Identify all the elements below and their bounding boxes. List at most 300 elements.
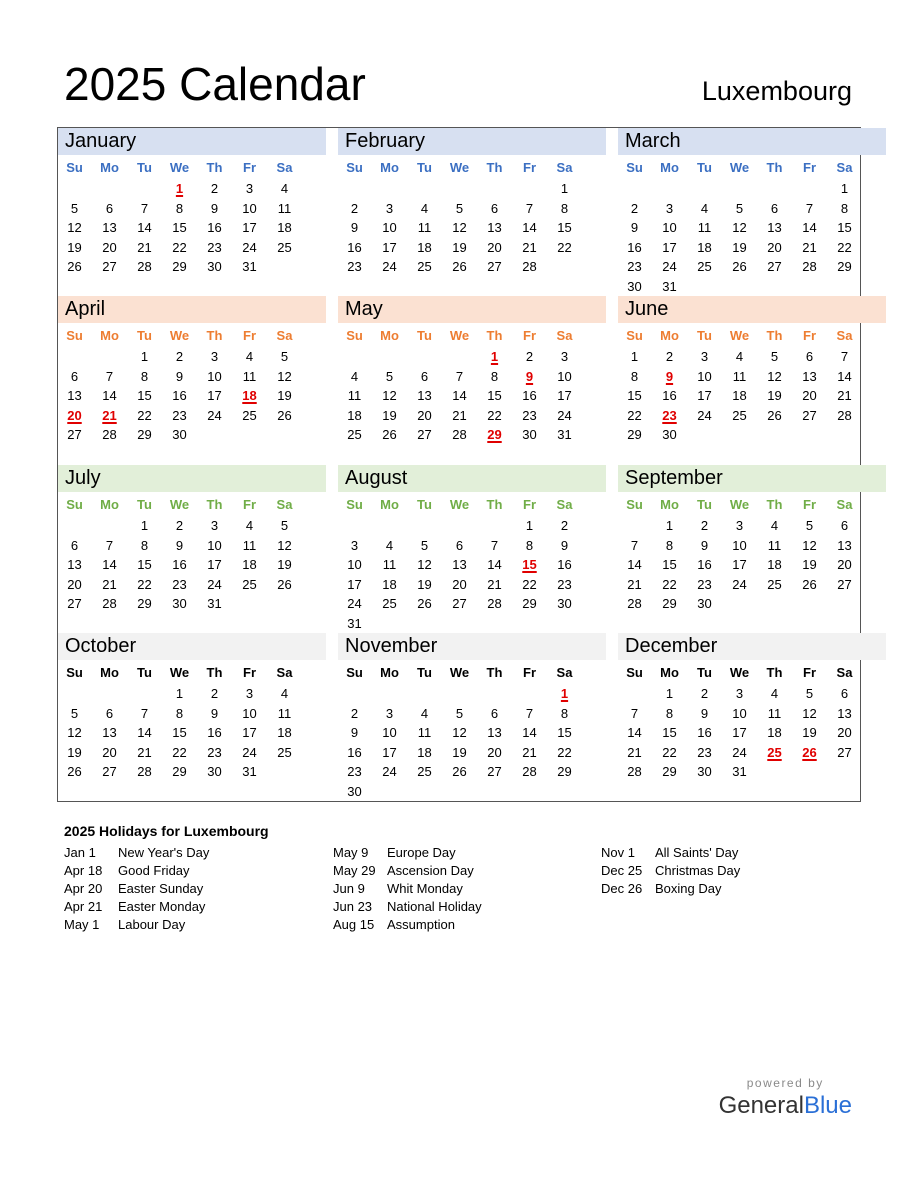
day-cell: 5 bbox=[280, 349, 289, 364]
day-cell: 13 bbox=[452, 557, 467, 572]
day-cell: 21 bbox=[802, 239, 817, 255]
day-cell: 25 bbox=[417, 764, 432, 779]
powered-by-label: powered by bbox=[746, 1076, 824, 1090]
holiday-date: Jun 23 bbox=[333, 899, 373, 914]
day-cell: 22 bbox=[662, 744, 677, 760]
weekday-label: Mo bbox=[100, 665, 119, 680]
holiday-name: New Year's Day bbox=[118, 845, 210, 860]
month-january bbox=[58, 128, 326, 296]
day-cell: 28 bbox=[137, 764, 152, 779]
holiday-name: Good Friday bbox=[118, 863, 190, 878]
day-cell: 9 bbox=[175, 368, 184, 384]
day-cell: 14 bbox=[102, 557, 117, 572]
day-cell: 15 bbox=[662, 725, 677, 740]
weekday-label: Su bbox=[66, 328, 83, 343]
day-cell: 5 bbox=[455, 200, 464, 216]
day-cell: 1 bbox=[665, 518, 674, 533]
day-cell: 22 bbox=[627, 407, 642, 423]
day-cell: 7 bbox=[630, 537, 639, 553]
brand-logo bbox=[719, 1075, 852, 1121]
day-cell: 19 bbox=[67, 744, 82, 760]
weekday-label: Th bbox=[206, 497, 223, 512]
month-name: May bbox=[338, 296, 606, 323]
holiday-date: Nov 1 bbox=[601, 845, 635, 860]
day-cell: 10 bbox=[732, 705, 747, 721]
day-cell: 9 bbox=[630, 220, 639, 235]
day-cell: 21 bbox=[627, 576, 642, 592]
day-cell: 11 bbox=[277, 200, 292, 216]
day-cell: 20 bbox=[487, 239, 502, 255]
day-cell: 27 bbox=[837, 576, 852, 592]
day-cell: 19 bbox=[417, 576, 432, 592]
day-cell: 22 bbox=[522, 576, 537, 592]
day-cell: 4 bbox=[770, 686, 779, 701]
day-cell: 18 bbox=[732, 388, 747, 403]
day-cell: 12 bbox=[452, 220, 467, 235]
holiday-day: 1 bbox=[490, 349, 499, 364]
day-cell: 26 bbox=[802, 576, 817, 592]
weekday-label: Fr bbox=[803, 497, 816, 512]
weekday-label: Fr bbox=[243, 665, 256, 680]
day-cell: 27 bbox=[67, 427, 82, 442]
month-november bbox=[338, 633, 606, 801]
day-cell: 31 bbox=[242, 259, 257, 274]
day-cell: 5 bbox=[805, 518, 814, 533]
weekday-label: We bbox=[449, 160, 470, 175]
day-cell: 3 bbox=[210, 349, 219, 364]
day-cell: 10 bbox=[382, 725, 397, 740]
day-cell: 5 bbox=[70, 200, 79, 216]
day-cell: 20 bbox=[767, 239, 782, 255]
day-cell: 6 bbox=[70, 368, 79, 384]
day-cell: 23 bbox=[557, 576, 572, 592]
day-cell: 11 bbox=[732, 368, 747, 384]
day-cell: 15 bbox=[137, 388, 152, 403]
weekday-label: We bbox=[449, 328, 470, 343]
day-cell: 7 bbox=[140, 200, 149, 216]
weekday-label: Fr bbox=[803, 160, 816, 175]
holiday-day: 26 bbox=[802, 744, 817, 760]
month-name: April bbox=[58, 296, 326, 323]
day-cell: 27 bbox=[487, 259, 502, 274]
day-cell: 28 bbox=[627, 764, 642, 779]
day-cell: 22 bbox=[137, 407, 152, 423]
day-cell: 19 bbox=[67, 239, 82, 255]
day-cell: 12 bbox=[417, 557, 432, 572]
weekday-label: We bbox=[729, 497, 750, 512]
weekday-label: Su bbox=[626, 497, 643, 512]
holiday-date: Dec 25 bbox=[601, 863, 643, 878]
day-cell: 20 bbox=[417, 407, 432, 423]
day-cell: 6 bbox=[770, 200, 779, 216]
weekday-label: Fr bbox=[803, 328, 816, 343]
day-cell: 5 bbox=[805, 686, 814, 701]
holiday-day: 21 bbox=[102, 407, 117, 423]
weekday-label: Tu bbox=[137, 328, 152, 343]
day-cell: 7 bbox=[455, 368, 464, 384]
month-september bbox=[618, 465, 886, 633]
day-cell: 21 bbox=[137, 239, 152, 255]
day-cell: 14 bbox=[837, 368, 852, 384]
day-cell: 26 bbox=[452, 259, 467, 274]
day-cell: 31 bbox=[242, 764, 257, 779]
day-cell: 17 bbox=[382, 744, 397, 760]
day-cell: 4 bbox=[280, 686, 289, 701]
day-cell: 24 bbox=[347, 596, 362, 611]
weekday-label: Sa bbox=[276, 160, 293, 175]
day-cell: 13 bbox=[487, 725, 502, 740]
day-cell: 20 bbox=[802, 388, 817, 403]
holiday-date: Jan 1 bbox=[64, 845, 96, 860]
weekday-label: We bbox=[729, 665, 750, 680]
holiday-day: 23 bbox=[662, 407, 677, 423]
day-cell: 14 bbox=[137, 725, 152, 740]
day-cell: 12 bbox=[277, 368, 292, 384]
day-cell: 29 bbox=[172, 764, 187, 779]
day-cell: 14 bbox=[802, 220, 817, 235]
day-cell: 2 bbox=[665, 349, 674, 364]
day-cell: 25 bbox=[767, 576, 782, 592]
month-july bbox=[58, 465, 326, 633]
weekday-label: Sa bbox=[556, 328, 573, 343]
day-cell: 4 bbox=[700, 200, 709, 216]
day-cell: 21 bbox=[627, 744, 642, 760]
day-cell: 31 bbox=[732, 764, 747, 779]
day-cell: 24 bbox=[242, 744, 257, 760]
month-june bbox=[618, 296, 886, 464]
day-cell: 8 bbox=[560, 200, 569, 216]
day-cell: 9 bbox=[700, 537, 709, 553]
day-cell: 8 bbox=[665, 537, 674, 553]
day-cell: 30 bbox=[627, 278, 642, 294]
day-cell: 25 bbox=[347, 427, 362, 442]
holiday-day: 29 bbox=[487, 427, 502, 442]
day-cell: 7 bbox=[805, 200, 814, 216]
day-cell: 3 bbox=[350, 537, 359, 553]
day-cell: 20 bbox=[837, 725, 852, 740]
day-cell: 18 bbox=[767, 725, 782, 740]
day-cell: 11 bbox=[242, 368, 257, 384]
day-cell: 26 bbox=[732, 259, 747, 274]
day-cell: 20 bbox=[487, 744, 502, 760]
day-cell: 18 bbox=[417, 239, 432, 255]
weekday-label: Su bbox=[346, 497, 363, 512]
day-cell: 24 bbox=[242, 239, 257, 255]
weekday-label: Mo bbox=[660, 328, 679, 343]
month-name: October bbox=[58, 633, 326, 660]
day-cell: 17 bbox=[382, 239, 397, 255]
day-cell: 22 bbox=[662, 576, 677, 592]
day-cell: 26 bbox=[767, 407, 782, 423]
weekday-label: Th bbox=[766, 665, 783, 680]
day-cell: 30 bbox=[207, 259, 222, 274]
holiday-name: Christmas Day bbox=[655, 863, 741, 878]
day-cell: 16 bbox=[697, 557, 712, 572]
weekday-label: Th bbox=[766, 160, 783, 175]
day-cell: 17 bbox=[697, 388, 712, 403]
weekday-label: Tu bbox=[697, 328, 712, 343]
weekday-label: Su bbox=[626, 665, 643, 680]
day-cell: 9 bbox=[350, 220, 359, 235]
weekday-label: Th bbox=[206, 665, 223, 680]
day-cell: 4 bbox=[770, 518, 779, 533]
day-cell: 16 bbox=[627, 239, 642, 255]
day-cell: 7 bbox=[525, 705, 534, 721]
day-cell: 14 bbox=[137, 220, 152, 235]
day-cell: 23 bbox=[207, 744, 222, 760]
weekday-label: Sa bbox=[556, 665, 573, 680]
weekday-label: Mo bbox=[380, 497, 399, 512]
day-cell: 17 bbox=[242, 220, 257, 235]
day-cell: 16 bbox=[662, 388, 677, 403]
weekday-label: Su bbox=[626, 160, 643, 175]
day-cell: 2 bbox=[175, 349, 184, 364]
holiday-day: 25 bbox=[767, 744, 782, 760]
day-cell: 30 bbox=[522, 427, 537, 442]
weekday-label: Tu bbox=[137, 497, 152, 512]
day-cell: 30 bbox=[557, 596, 572, 611]
day-cell: 19 bbox=[767, 388, 782, 403]
day-cell: 12 bbox=[802, 705, 817, 721]
day-cell: 14 bbox=[627, 725, 642, 740]
day-cell: 27 bbox=[67, 596, 82, 611]
day-cell: 14 bbox=[102, 388, 117, 403]
day-cell: 9 bbox=[350, 725, 359, 740]
day-cell: 3 bbox=[385, 200, 394, 216]
day-cell: 21 bbox=[137, 744, 152, 760]
month-name: June bbox=[618, 296, 886, 323]
holiday-name: Labour Day bbox=[118, 917, 186, 932]
day-cell: 1 bbox=[560, 181, 569, 196]
day-cell: 24 bbox=[382, 259, 397, 274]
day-cell: 1 bbox=[525, 518, 534, 533]
holiday-date: Aug 15 bbox=[333, 917, 375, 932]
day-cell: 8 bbox=[525, 537, 534, 553]
weekday-label: Su bbox=[346, 665, 363, 680]
weekday-label: Mo bbox=[660, 665, 679, 680]
day-cell: 12 bbox=[67, 220, 82, 235]
day-cell: 1 bbox=[140, 518, 149, 533]
weekday-label: Tu bbox=[137, 160, 152, 175]
day-cell: 30 bbox=[172, 427, 187, 442]
weekday-label: Mo bbox=[100, 328, 119, 343]
day-cell: 18 bbox=[347, 407, 362, 423]
day-cell: 17 bbox=[732, 557, 747, 572]
holiday-date: Apr 21 bbox=[64, 899, 103, 914]
holiday-day: 1 bbox=[175, 181, 184, 196]
day-cell: 25 bbox=[697, 259, 712, 274]
day-cell: 19 bbox=[277, 388, 292, 403]
day-cell: 3 bbox=[735, 518, 744, 533]
month-august bbox=[338, 465, 606, 633]
day-cell: 6 bbox=[490, 200, 499, 216]
day-cell: 22 bbox=[557, 744, 572, 760]
day-cell: 15 bbox=[837, 220, 852, 235]
day-cell: 1 bbox=[665, 686, 674, 701]
holiday-date: Dec 26 bbox=[601, 881, 643, 896]
day-cell: 26 bbox=[382, 427, 397, 442]
weekday-label: Fr bbox=[243, 160, 256, 175]
day-cell: 31 bbox=[557, 427, 572, 442]
holiday-day: 1 bbox=[560, 686, 569, 701]
day-cell: 11 bbox=[767, 705, 782, 721]
brand-name-part2: Blue bbox=[803, 1092, 852, 1119]
month-name: March bbox=[618, 128, 886, 155]
day-cell: 14 bbox=[487, 557, 502, 572]
weekday-label: Sa bbox=[836, 497, 853, 512]
day-cell: 30 bbox=[207, 764, 222, 779]
month-name: July bbox=[58, 465, 326, 492]
weekday-label: Su bbox=[626, 328, 643, 343]
day-cell: 21 bbox=[102, 576, 117, 592]
weekday-label: Su bbox=[66, 160, 83, 175]
day-cell: 11 bbox=[277, 705, 292, 721]
day-cell: 11 bbox=[417, 220, 432, 235]
holiday-name: All Saints' Day bbox=[655, 845, 739, 860]
day-cell: 27 bbox=[767, 259, 782, 274]
day-cell: 5 bbox=[420, 537, 429, 553]
day-cell: 15 bbox=[172, 220, 187, 235]
day-cell: 5 bbox=[70, 705, 79, 721]
day-cell: 10 bbox=[242, 200, 257, 216]
weekday-label: Th bbox=[206, 328, 223, 343]
day-cell: 29 bbox=[662, 764, 677, 779]
day-cell: 12 bbox=[277, 537, 292, 553]
holiday-day: 18 bbox=[242, 388, 257, 403]
day-cell: 22 bbox=[487, 407, 502, 423]
weekday-label: Th bbox=[766, 328, 783, 343]
day-cell: 4 bbox=[245, 349, 254, 364]
day-cell: 6 bbox=[105, 200, 114, 216]
weekday-label: Th bbox=[486, 328, 503, 343]
weekday-label: Fr bbox=[243, 497, 256, 512]
day-cell: 29 bbox=[662, 596, 677, 611]
day-cell: 16 bbox=[172, 388, 187, 403]
day-cell: 15 bbox=[172, 725, 187, 740]
day-cell: 25 bbox=[242, 576, 257, 592]
day-cell: 16 bbox=[172, 557, 187, 572]
day-cell: 23 bbox=[347, 259, 362, 274]
weekday-label: Sa bbox=[556, 497, 573, 512]
day-cell: 25 bbox=[382, 596, 397, 611]
day-cell: 2 bbox=[560, 518, 569, 533]
day-cell: 15 bbox=[557, 220, 572, 235]
weekday-label: Tu bbox=[697, 160, 712, 175]
day-cell: 6 bbox=[420, 368, 429, 384]
day-cell: 8 bbox=[175, 705, 184, 721]
brand-name bbox=[719, 1091, 852, 1121]
day-cell: 18 bbox=[382, 576, 397, 592]
day-cell: 29 bbox=[137, 427, 152, 442]
day-cell: 25 bbox=[242, 407, 257, 423]
weekday-label: Fr bbox=[523, 328, 536, 343]
day-cell: 21 bbox=[522, 239, 537, 255]
day-cell: 19 bbox=[802, 557, 817, 572]
day-cell: 2 bbox=[700, 686, 709, 701]
day-cell: 8 bbox=[175, 200, 184, 216]
day-cell: 21 bbox=[452, 407, 467, 423]
day-cell: 6 bbox=[105, 705, 114, 721]
holiday-name: National Holiday bbox=[387, 899, 482, 914]
day-cell: 2 bbox=[210, 686, 219, 701]
day-cell: 11 bbox=[382, 557, 397, 572]
holiday-day: 20 bbox=[67, 407, 82, 423]
day-cell: 28 bbox=[487, 596, 502, 611]
day-cell: 4 bbox=[420, 705, 429, 721]
day-cell: 28 bbox=[522, 764, 537, 779]
weekday-label: Tu bbox=[417, 328, 432, 343]
day-cell: 12 bbox=[67, 725, 82, 740]
day-cell: 18 bbox=[697, 239, 712, 255]
day-cell: 3 bbox=[210, 518, 219, 533]
holiday-day: 15 bbox=[522, 557, 537, 572]
day-cell: 26 bbox=[452, 764, 467, 779]
day-cell: 12 bbox=[732, 220, 747, 235]
day-cell: 15 bbox=[627, 388, 642, 403]
weekday-label: Tu bbox=[697, 497, 712, 512]
day-cell: 17 bbox=[732, 725, 747, 740]
holiday-date: Apr 20 bbox=[64, 881, 103, 896]
month-name: September bbox=[618, 465, 886, 492]
day-cell: 13 bbox=[487, 220, 502, 235]
day-cell: 19 bbox=[802, 725, 817, 740]
day-cell: 5 bbox=[280, 518, 289, 533]
weekday-label: We bbox=[169, 160, 190, 175]
day-cell: 10 bbox=[207, 537, 222, 553]
day-cell: 8 bbox=[140, 537, 149, 553]
month-may bbox=[338, 296, 606, 464]
day-cell: 10 bbox=[557, 368, 572, 384]
weekday-label: Sa bbox=[276, 328, 293, 343]
day-cell: 7 bbox=[490, 537, 499, 553]
weekday-label: Sa bbox=[556, 160, 573, 175]
day-cell: 6 bbox=[490, 705, 499, 721]
day-cell: 17 bbox=[662, 239, 677, 255]
day-cell: 19 bbox=[277, 557, 292, 572]
day-cell: 28 bbox=[837, 407, 852, 423]
day-cell: 2 bbox=[700, 518, 709, 533]
holiday-name: Europe Day bbox=[387, 845, 456, 860]
day-cell: 16 bbox=[697, 725, 712, 740]
day-cell: 11 bbox=[347, 388, 362, 403]
holiday-date: Apr 18 bbox=[64, 863, 103, 878]
day-cell: 25 bbox=[277, 744, 292, 760]
day-cell: 25 bbox=[417, 259, 432, 274]
day-cell: 15 bbox=[137, 557, 152, 572]
page-title: 2025 Calendar bbox=[64, 58, 366, 110]
weekday-label: Fr bbox=[243, 328, 256, 343]
day-cell: 16 bbox=[207, 725, 222, 740]
month-name: January bbox=[58, 128, 326, 155]
day-cell: 21 bbox=[522, 744, 537, 760]
day-cell: 10 bbox=[662, 220, 677, 235]
month-name: November bbox=[338, 633, 606, 660]
day-cell: 7 bbox=[105, 368, 114, 384]
weekday-label: Fr bbox=[523, 497, 536, 512]
day-cell: 13 bbox=[837, 705, 852, 721]
weekday-label: Tu bbox=[417, 665, 432, 680]
weekday-label: Fr bbox=[523, 160, 536, 175]
day-cell: 3 bbox=[385, 705, 394, 721]
day-cell: 12 bbox=[382, 388, 397, 403]
day-cell: 13 bbox=[802, 368, 817, 384]
day-cell: 28 bbox=[627, 596, 642, 611]
day-cell: 4 bbox=[245, 518, 254, 533]
day-cell: 15 bbox=[487, 388, 502, 403]
day-cell: 24 bbox=[557, 407, 572, 423]
day-cell: 13 bbox=[67, 388, 82, 403]
day-cell: 2 bbox=[525, 349, 534, 364]
